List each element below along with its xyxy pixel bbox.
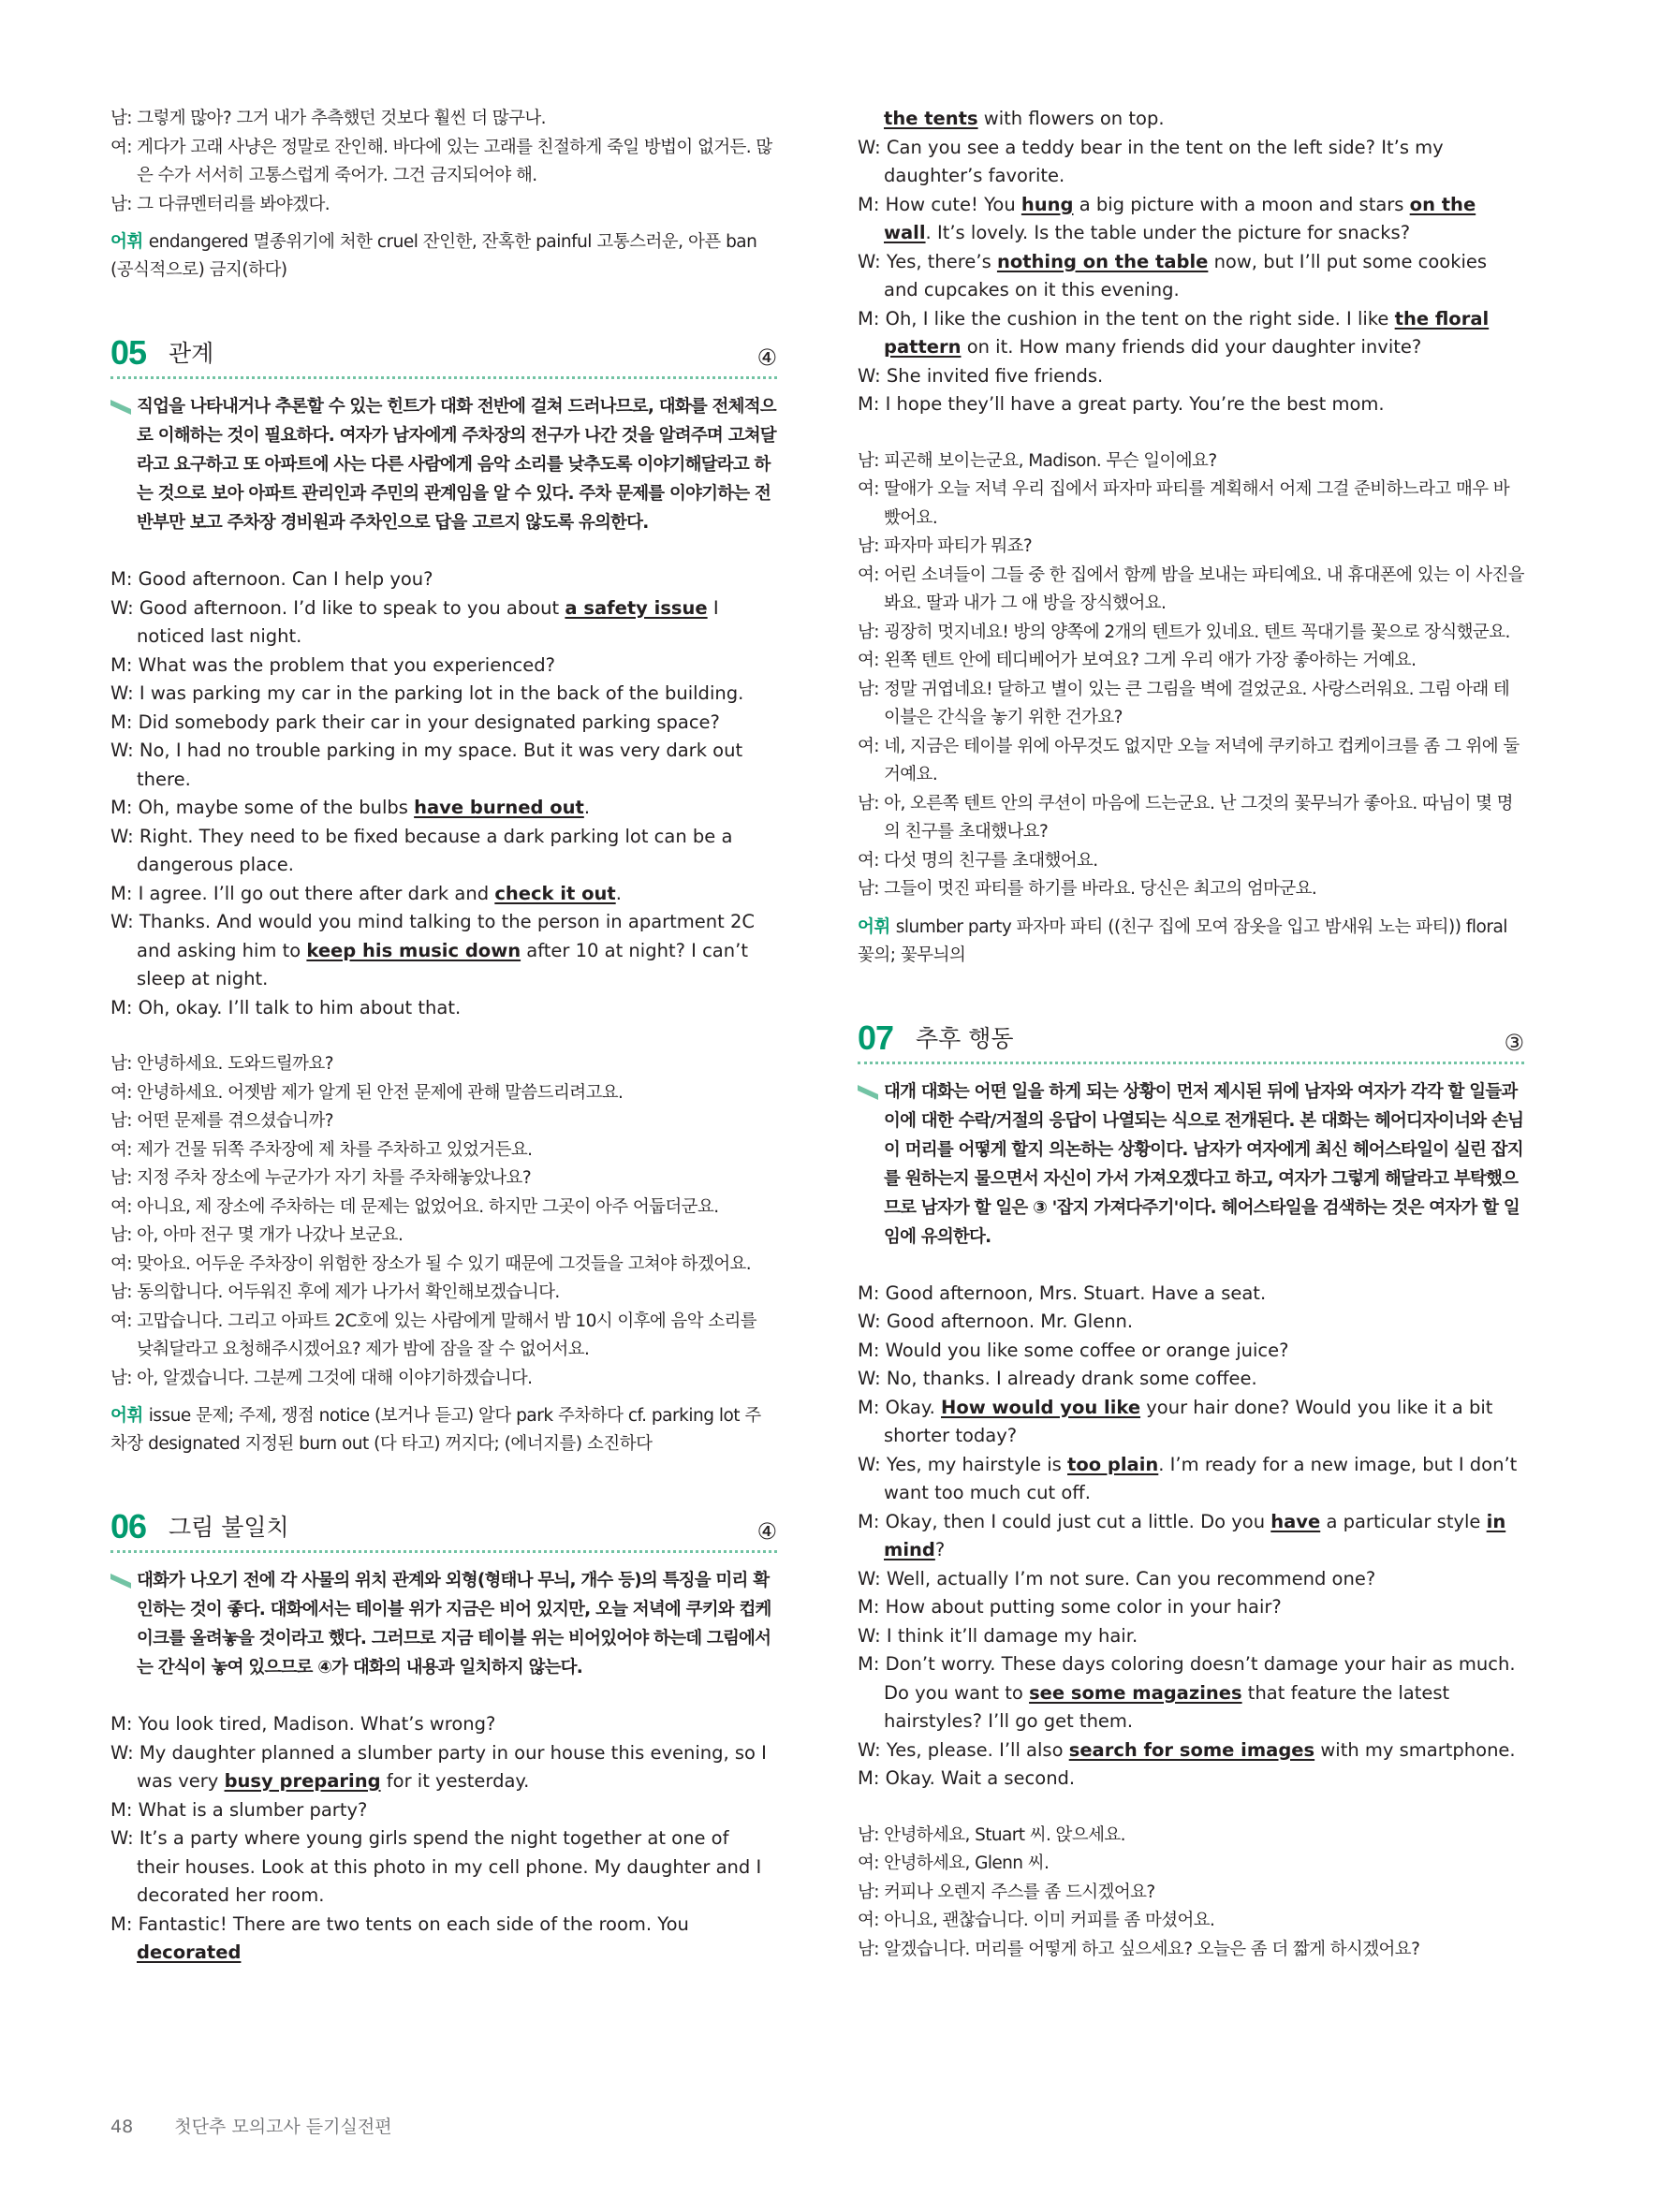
pen-icon	[110, 400, 131, 415]
dialogue-line: 남: 안녕하세요, Stuart 씨. 앉으세요.	[858, 1824, 1125, 1845]
dialogue-line: 남: 아, 오른쪽 텐트 안의 쿠션이 마음에 드는군요. 난 그것의 꽃무늬가 좋아요. 따님이 몇 명의 친구를 초대했나요?	[858, 793, 1513, 842]
vocab-note: 어휘 slumber party 파자마 파티 ((친구 집에 모여 잠옷을 입고 밤새워 노는 파티)) floral 꽃의; 꽃무늬의	[858, 916, 1507, 965]
dialogue-line: 남: 커피나 오렌지 주스를 좀 드시겠어요?	[858, 1882, 1155, 1902]
dialogue-line: W: Good afternoon. I’d like to speak to you about a safety issue I noticed last night.	[110, 596, 719, 647]
dialogue-line: 남: 안녕하세요. 도와드릴까요?	[110, 1054, 333, 1074]
dialogue-line: M: Good afternoon, Mrs. Stuart. Have a seat.	[858, 1282, 1267, 1304]
dialogue-line: W: No, I had no trouble parking in my space. But it was very dark out there.	[110, 740, 743, 790]
section-header-05	[110, 333, 777, 379]
dialogue-line: M: Would you like some coffee or orange juice?	[858, 1339, 1289, 1361]
dialogue-line: W: My daughter planned a slumber party in our house this evening, so I was very busy preparing for it yesterday.	[110, 1741, 767, 1792]
dialogue-line: W: Thanks. And would you mind talking to the person in apartment 2C and asking him to keep his music down after 10 at night? I can’t sleep at night.	[110, 911, 756, 989]
section-title: 그림 불일치	[169, 1514, 289, 1541]
dialogue-line: 여: 다섯 명의 친구를 초대했어요.	[858, 850, 1098, 871]
dialogue-line: 여: 안녕하세요, Glenn 씨.	[858, 1853, 1050, 1873]
dialogue-line: W: Right. They need to be fixed because a dark parking lot can be a dangerous place.	[110, 825, 733, 875]
section-header-06	[110, 1507, 777, 1553]
dialogue-line: W: Yes, my hairstyle is too plain. I’m ready for a new image, but I don’t want too much cut off.	[858, 1453, 1518, 1503]
dialogue-line: W: Good afternoon. Mr. Glenn.	[858, 1311, 1134, 1332]
dialogue-line: 여: 안녕하세요. 어젯밤 제가 알게 된 안전 문제에 관해 말씀드리려고요.	[110, 1082, 624, 1103]
page-footer	[110, 2113, 392, 2138]
dialogue-line: M: Oh, okay. I’ll talk to him about that.	[110, 996, 462, 1018]
dialogue-line: 남: 동의합니다. 어두워진 후에 제가 나가서 확인해보겠습니다.	[110, 1282, 560, 1302]
dialogue-line: W: Can you see a teddy bear in the tent on the left side? It’s my daughter’s favorite.	[858, 136, 1444, 186]
right-column	[858, 105, 1524, 1964]
vocab-note: 어휘 issue 문제; 주제, 쟁점 notice (보거나 듣고) 알다 park 주차하다 cf. parking lot 주차장 designated 지정된 burn out (다 타고) 꺼지다; (에너지를) 소진하다	[110, 1406, 761, 1454]
dialogue-line: M: What is a slumber party?	[110, 1798, 368, 1821]
vocab-note: 어휘 endangered 멸종위기에 처한 cruel 잔인한, 잔혹한 painful 고통스러운, 아픈 ban (공식적으로) 금지(하다)	[110, 232, 757, 280]
section-header-07	[858, 1018, 1524, 1064]
dialogue-line: M: How about putting some color in your hair?	[858, 1596, 1282, 1618]
dialogue-line: 남: 그렇게 많아? 그거 내가 추측했던 것보다 훨씬 더 많구나.	[110, 109, 546, 128]
pen-icon	[110, 1574, 131, 1589]
book-title: 첫단추 모의고사 듣기실전편	[174, 2117, 392, 2137]
dialogue-line: M: I agree. I’ll go out there after dark and check it out.	[110, 882, 622, 904]
dialogue-line: 남: 그들이 멋진 파티를 하기를 바라요. 당신은 최고의 엄마군요.	[858, 879, 1317, 899]
explanation: 대개 대화는 어떤 일을 하게 되는 상황이 먼저 제시된 뒤에 남자와 여자가 각각 할 일들과 이에 대한 수락/거절의 응답이 나열되는 식으로 전개된다. 본 대화는 헤어디자이너와 손님이 머리를 어떻게 할지 의논하는 상황이다. 남자가 여자에게 최신 헤어스타일이 실린 잡지를 원하는지 물으면서 자신이 가서 가져오겠다고 하고, 여자가 그렇게 해달라고 부탁했으므로 남자가 할 일은 ③ '잡지 가져다주기'이다. 헤어스타일을 검색하는 것은 여자가 할 일임에 유의한다.	[858, 1077, 1524, 1252]
dialogue-line: 남: 파자마 파티가 뭐죠?	[858, 536, 1033, 556]
dialogue-line: 남: 어떤 문제를 겪으셨습니까?	[110, 1111, 333, 1131]
dialogue-line: M: Good afternoon. Can I help you?	[110, 568, 433, 590]
dialogue-line: W: She invited five friends.	[858, 364, 1104, 387]
dialogue-line: 남: 굉장히 멋지네요! 방의 양쪽에 2개의 텐트가 있네요. 텐트 꼭대기를 꽃으로 장식했군요.	[858, 622, 1510, 642]
dialogue-line: 여: 어린 소녀들이 그들 중 한 집에서 함께 밤을 보내는 파티예요. 내 휴대폰에 있는 이 사진을 봐요. 딸과 내가 그 애 방을 장식했어요.	[858, 564, 1524, 613]
dialogue-line: W: Yes, please. I’ll also search for some images with my smartphone.	[858, 1738, 1516, 1761]
dialogue-line: 남: 알겠습니다. 머리를 어떻게 하고 싶으세요? 오늘은 좀 더 짧게 하시겠어요?	[858, 1939, 1420, 1959]
pen-icon	[858, 1085, 878, 1100]
dialogue-line: 여: 왼쪽 텐트 안에 테디베어가 보여요? 그게 우리 애가 가장 좋아하는 거예요.	[858, 651, 1417, 670]
answer-mark: ④	[756, 344, 777, 371]
dialogue-line: W: I think it’ll damage my hair.	[858, 1624, 1138, 1647]
section-number: 05	[110, 333, 147, 372]
dialogue-line: M: Oh, maybe some of the bulbs have burned out.	[110, 797, 591, 818]
dialogue-line: M: Oh, I like the cushion in the tent on the right side. I like the floral pattern on it. How many friends did your daughter invite?	[858, 307, 1490, 358]
answer-mark: ④	[756, 1518, 777, 1545]
vocab-tag: 어휘	[858, 916, 890, 937]
answer-mark: ③	[1504, 1029, 1524, 1056]
dialogue-line: M: I hope they’ll have a great party. You’re the best mom.	[858, 393, 1385, 415]
dialogue-line: M: Okay. How would you like your hair done? Would you like it a bit shorter today?	[858, 1396, 1493, 1446]
section-number: 07	[858, 1018, 894, 1057]
dialogue-line: 남: 그 다큐멘터리를 봐야겠다.	[110, 194, 330, 214]
dialogue-line: M: You look tired, Madison. What’s wrong?	[110, 1713, 496, 1735]
dialogue-line: W: I was parking my car in the parking lot in the back of the building.	[110, 682, 744, 704]
dialogue-line: 남: 아, 아마 전구 몇 개가 나갔나 보군요.	[110, 1225, 404, 1245]
explanation: 직업을 나타내거나 추론할 수 있는 힌트가 대화 전반에 걸쳐 드러나므로, 대화를 전체적으로 이해하는 것이 필요하다. 여자가 남자에게 주차장의 전구가 나간 것을 알려주며 고쳐달라고 요구하고 또 아파트에 사는 다른 사람에게 음악 소리를 낮추도록 이야기해달라고 하는 것으로 보아 아파트 관리인과 주민의 관계임을 알 수 있다. 주차 문제를 이야기하는 전반부만 보고 주차장 경비원과 주차인으로 답을 고르지 않도록 유의한다.	[110, 392, 777, 537]
dialogue-line: W: It’s a party where young girls spend the night together at one of their houses. Look at this photo in my cell phone. My daughter and I decorated her room.	[110, 1827, 762, 1906]
section-title: 추후 행동	[916, 1024, 1014, 1052]
dialogue-line: M: How cute! You hung a big picture with a moon and stars on the wall. It’s lovely. Is the table under the picture for snacks?	[858, 193, 1476, 243]
dialogue-line: 여: 딸애가 오늘 저녁 우리 집에서 파자마 파티를 계획해서 어제 그걸 준비하느라고 매우 바빴어요.	[858, 479, 1510, 528]
dialogue-line: M: What was the problem that you experienced?	[110, 653, 555, 676]
section-title: 관계	[169, 340, 214, 367]
left-column	[110, 105, 777, 1968]
dialogue-line: 남: 지정 주차 장소에 누군가가 자기 차를 주차해놓았나요?	[110, 1168, 532, 1188]
section-number: 06	[110, 1507, 147, 1545]
dialogue-line: 남: 피곤해 보이는군요, Madison. 무슨 일이에요?	[858, 450, 1217, 471]
dialogue-line: 여: 아니요, 괜찮습니다. 이미 커피를 좀 마셨어요.	[858, 1911, 1215, 1930]
dialogue-line: 여: 게다가 고래 사냥은 정말로 잔인해. 바다에 있는 고래를 친절하게 죽일 방법이 없거든. 많은 수가 서서히 고통스럽게 죽어가. 그건 금지되어야 해.	[110, 137, 772, 185]
dialogue-line: M: Don’t worry. These days coloring doesn’t damage your hair as much. Do you want to see some magazines that feature the latest hairstyles? I’ll go get them.	[858, 1653, 1516, 1732]
dialogue-line: 여: 맞아요. 어두운 주차장이 위험한 장소가 될 수 있기 때문에 그것들을 고쳐야 하겠어요.	[110, 1253, 752, 1274]
dialogue-line: 남: 아, 알겠습니다. 그분께 그것에 대해 이야기하겠습니다.	[110, 1368, 533, 1388]
dialogue-line: M: Fantastic! There are two tents on each side of the room. You decorated	[110, 1912, 689, 1963]
page-number: 48	[110, 2117, 134, 2137]
dialogue-line: W: No, thanks. I already drank some coffee.	[858, 1368, 1257, 1389]
dialogue-line: 여: 네, 지금은 테이블 위에 아무것도 없지만 오늘 저녁에 쿠키하고 컵케이크를 좀 그 위에 둘 거예요.	[858, 736, 1520, 784]
vocab-tag: 어휘	[110, 232, 143, 252]
dialogue-line: W: Well, actually I’m not sure. Can you recommend one?	[858, 1567, 1376, 1589]
dialogue-line: 남: 정말 귀엽네요! 달하고 별이 있는 큰 그림을 벽에 걸었군요. 사랑스러워요. 그림 아래 테이블은 간식을 놓기 위한 건가요?	[858, 679, 1510, 727]
dialogue-line: W: Yes, there’s nothing on the table now, but I’ll put some cookies and cupcakes on it this evening.	[858, 250, 1488, 300]
dialogue-line: 여: 아니요, 제 장소에 주차하는 데 문제는 없었어요. 하지만 그곳이 아주 어둡더군요.	[110, 1196, 719, 1217]
dialogue-line: 여: 제가 건물 뒤쪽 주차장에 제 차를 주차하고 있었거든요.	[110, 1139, 533, 1160]
dialogue-line: M: Okay, then I could just cut a little. Do you have a particular style in mind?	[858, 1510, 1506, 1560]
explanation: 대화가 나오기 전에 각 사물의 위치 관계와 외형(형태나 무늬, 개수 등)의 특징을 미리 확인하는 것이 좋다. 대화에서는 테이블 위가 지금은 비어 있지만, 오늘 저녁에 쿠키와 컵케이크를 올려놓을 것이라고 했다. 그러므로 지금 테이블 위는 비어있어야 하는데 그림에서는 간식이 놓여 있으므로 ④가 대화의 내용과 일치하지 않는다.	[110, 1566, 777, 1682]
dialogue-line: M: Did somebody park their car in your designated parking space?	[110, 710, 720, 733]
dialogue-line: the tents with flowers on top.	[884, 108, 1165, 129]
vocab-tag: 어휘	[110, 1406, 143, 1426]
dialogue-line: M: Okay. Wait a second.	[858, 1767, 1076, 1789]
dialogue-line: 여: 고맙습니다. 그리고 아파트 2C호에 있는 사람에게 말해서 밤 10시 이후에 음악 소리를 낮춰달라고 요청해주시겠어요? 제가 밤에 잠을 잘 수 없어서요.	[110, 1311, 757, 1359]
